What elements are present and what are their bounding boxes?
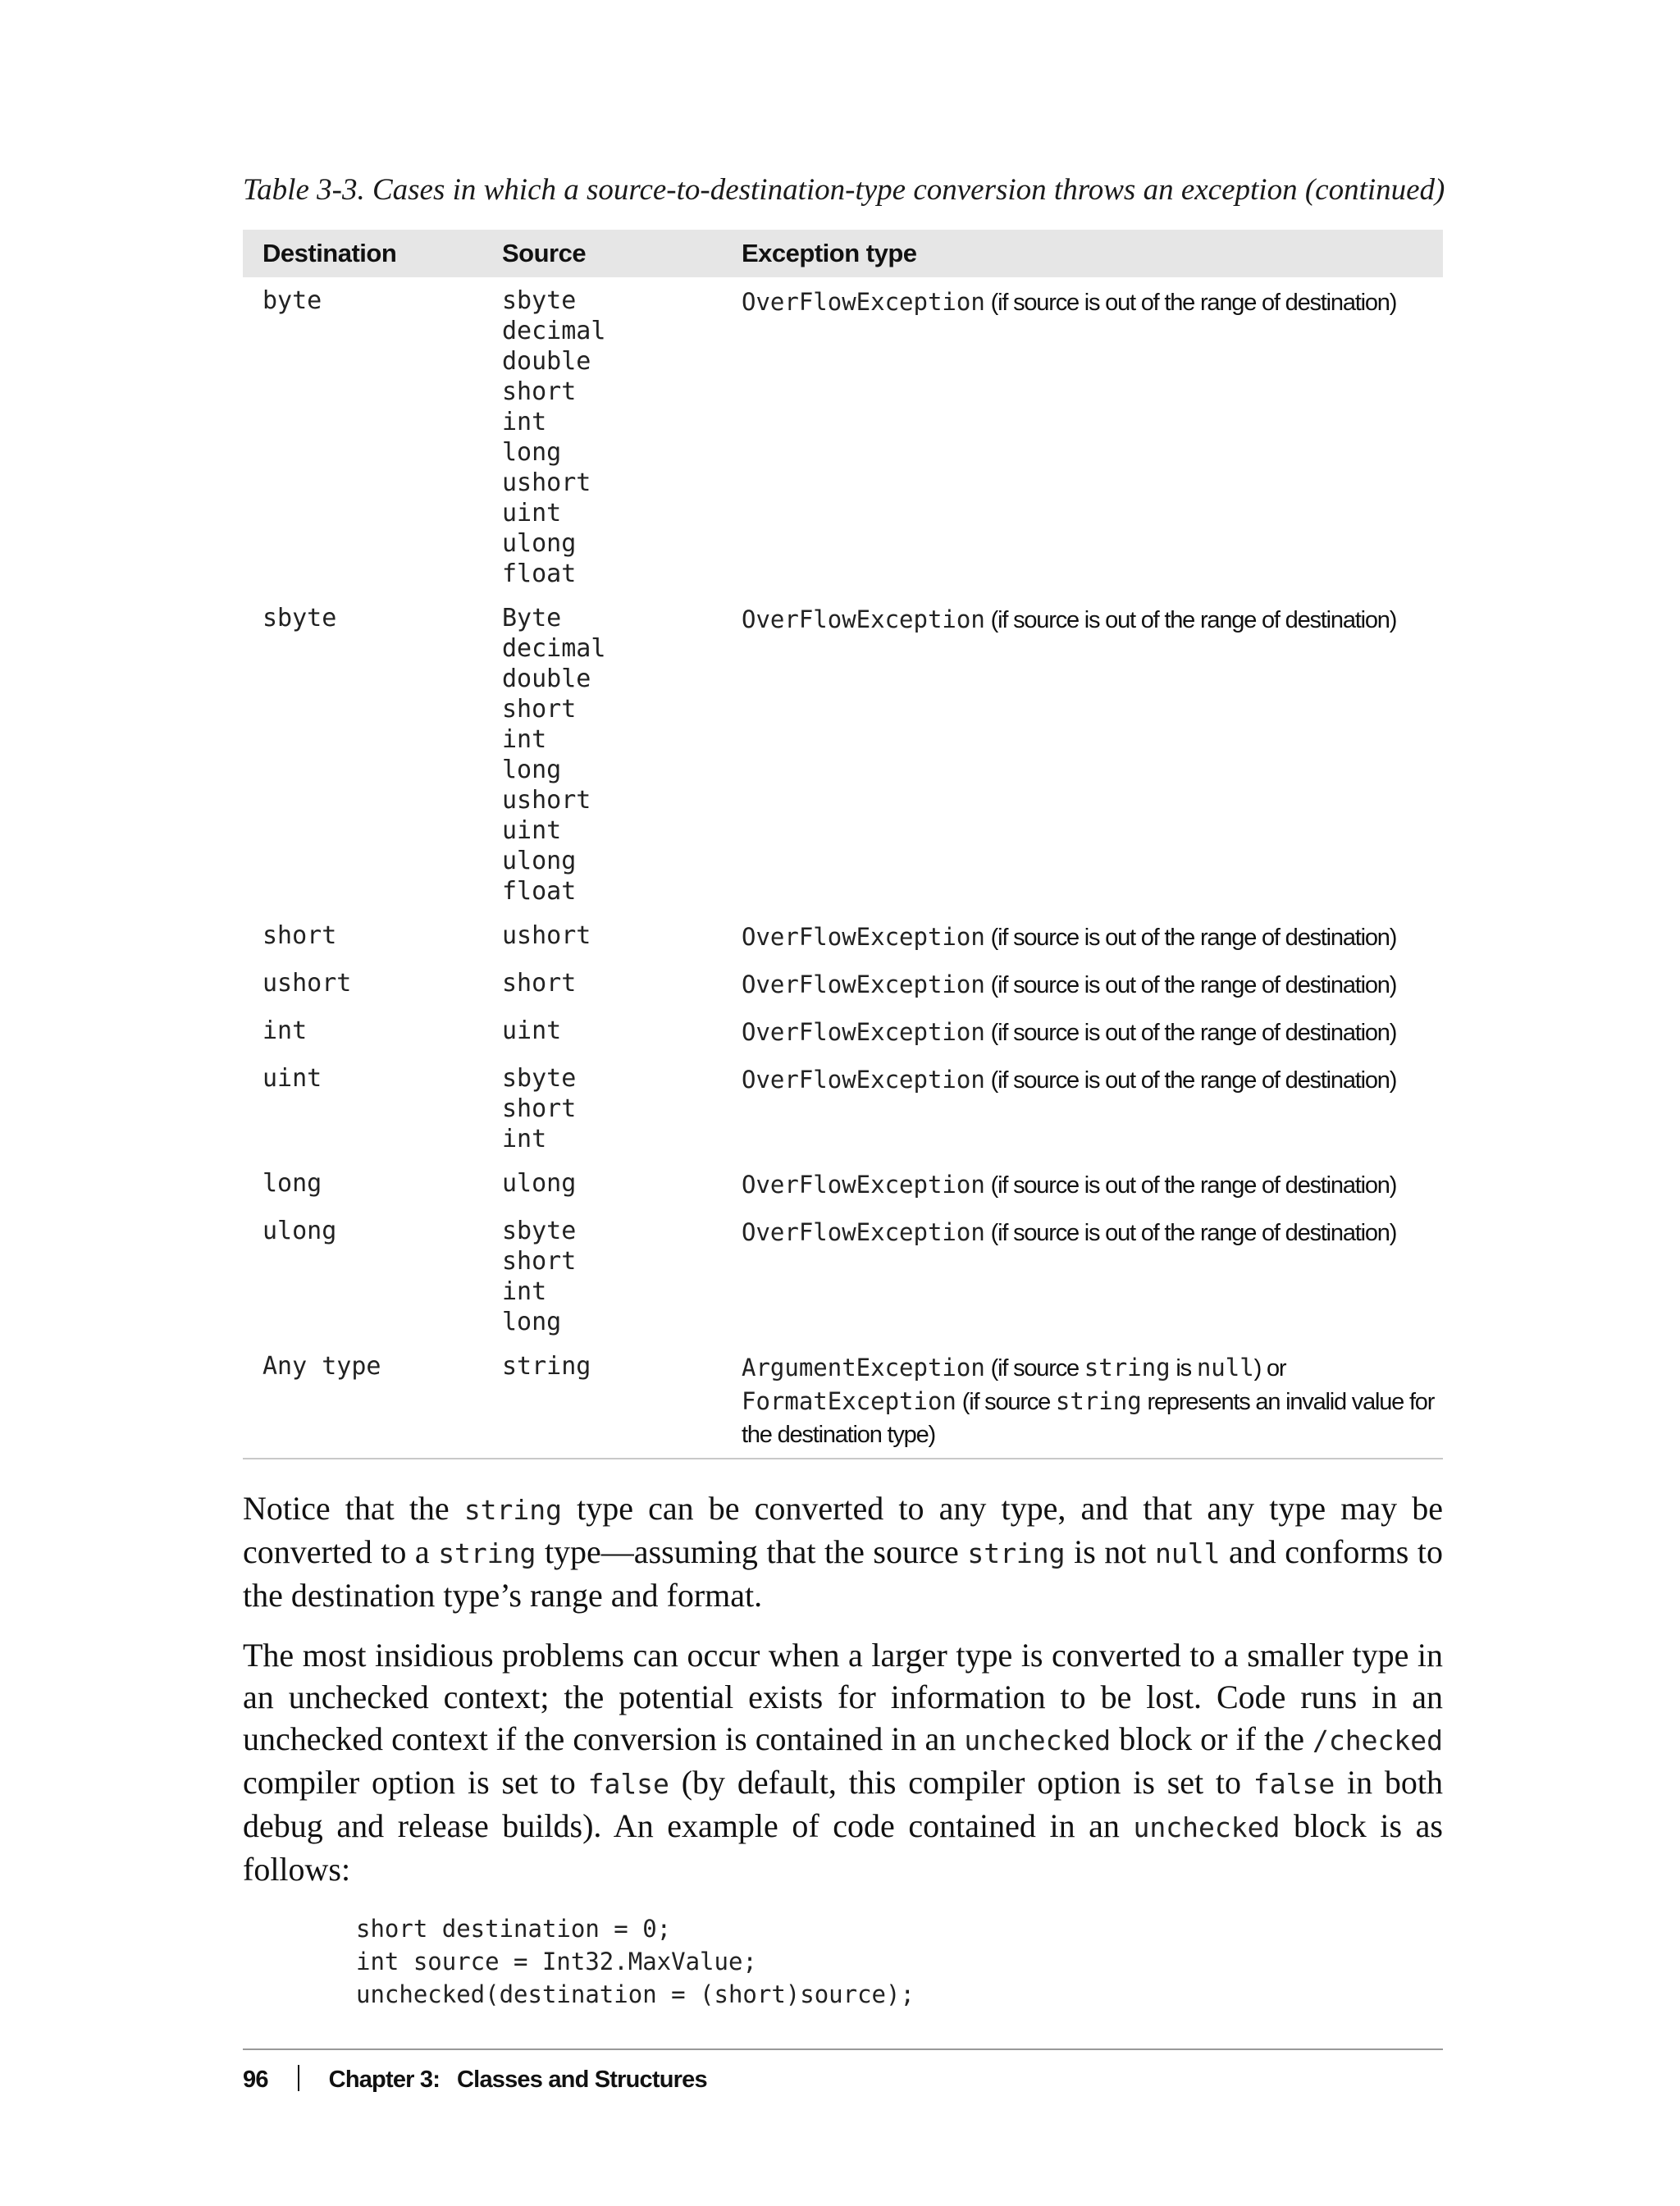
conversion-table [243, 230, 1443, 1459]
destination-cell: int [262, 1016, 308, 1045]
exception-cell [722, 277, 1443, 603]
source-type: uint [502, 499, 562, 528]
exception-note: (if source is out of the range of destination) [984, 607, 1397, 633]
exception-note: (if source is out of the range of destination) [984, 1172, 1397, 1199]
source-cell [482, 968, 722, 1016]
exception-name: OverFlowException [742, 971, 985, 998]
table-row [243, 1216, 1443, 1351]
source-type: short [502, 1094, 577, 1123]
exception-cell [722, 920, 1443, 968]
exception-name: FormatException [742, 1387, 956, 1415]
source-cell [482, 1016, 722, 1063]
source-type: float [502, 559, 577, 588]
exception-cell [722, 968, 1443, 1016]
destination-cell: byte [262, 286, 322, 315]
source-cell [482, 920, 722, 968]
source-type: int [502, 408, 547, 436]
table-row [243, 1063, 1443, 1168]
source-type: float [502, 877, 577, 906]
source-type: decimal [502, 317, 606, 345]
exception-note: (if source is out of the range of destination) [984, 290, 1397, 316]
exception-name: ArgumentException [742, 1354, 985, 1382]
page-content [243, 168, 1443, 2011]
source-type: uint [502, 1016, 562, 1045]
destination-cell: long [262, 1169, 322, 1198]
exception-cell [722, 1016, 1443, 1063]
source-type: int [502, 1277, 547, 1306]
table-row [243, 1168, 1443, 1216]
exception-name: OverFlowException [742, 288, 985, 316]
exception-note: (if source is out of the range of destination) [984, 972, 1397, 998]
exception-note: (if source is out of the range of destination) [984, 925, 1397, 951]
exception-name: OverFlowException [742, 605, 985, 633]
source-type: short [502, 969, 577, 998]
exception-cell [722, 1168, 1443, 1216]
destination-cell: Any type [262, 1352, 381, 1381]
source-cell: string [502, 1352, 591, 1381]
header-source: Source [482, 230, 722, 277]
destination-cell: uint [262, 1064, 322, 1093]
source-type: ulong [502, 847, 577, 875]
table-row [243, 920, 1443, 968]
source-type: int [502, 1125, 547, 1153]
table-row [243, 603, 1443, 920]
source-type: sbyte [502, 1064, 577, 1093]
table-caption: Table 3-3. Cases in which a source-to-destination-type conversion throws an exception (continued) [243, 173, 1445, 207]
source-type: short [502, 695, 577, 724]
table-row [243, 1351, 1443, 1459]
exception-note: (if source is out of the range of destination) [984, 1067, 1397, 1094]
destination-cell: ushort [262, 969, 352, 998]
table-row [243, 277, 1443, 603]
source-type: ushort [502, 468, 591, 497]
footer-separator [298, 2065, 299, 2091]
destination-cell: sbyte [262, 604, 337, 633]
exception-note: (if source is out of the range of destination) [984, 1220, 1397, 1246]
source-type: long [502, 438, 562, 467]
exception-note: (if source is out of the range of destination) [984, 1020, 1397, 1046]
source-type: decimal [502, 634, 606, 663]
source-type: double [502, 665, 591, 693]
source-cell [482, 1063, 722, 1168]
exception-cell [722, 1216, 1443, 1351]
page-number: 96 [243, 2067, 268, 2093]
exception-name: OverFlowException [742, 1066, 985, 1094]
table-header-row [243, 230, 1443, 277]
source-type: short [502, 377, 577, 406]
source-type: ushort [502, 786, 591, 815]
exception-name: OverFlowException [742, 923, 985, 951]
source-type: int [502, 725, 547, 754]
source-type: Byte [502, 604, 562, 633]
table-row [243, 1016, 1443, 1063]
source-type: sbyte [502, 286, 577, 315]
chapter-title: Chapter 3: Classes and Structures [328, 2067, 707, 2093]
destination-cell: short [262, 921, 337, 950]
source-type: long [502, 1308, 562, 1336]
exception-name: OverFlowException [742, 1218, 985, 1246]
exception-cell [722, 1063, 1443, 1168]
source-cell [482, 277, 722, 603]
destination-cell: ulong [262, 1217, 337, 1245]
header-destination: Destination [243, 230, 482, 277]
source-type: ushort [502, 921, 591, 950]
page-footer [243, 2048, 1443, 2099]
source-type: double [502, 347, 591, 376]
source-cell [482, 1216, 722, 1351]
exception-name: OverFlowException [742, 1018, 985, 1046]
exception-cell: ArgumentException (if source string is null) or FormatException (if source string represents an invalid value for the destination type) [742, 1354, 1435, 1448]
paragraph: Notice that the string type can be converted to any type, and that any type may be converted to a string type—assuming that the source string is not null and conforms to the destination type’s range and format. [243, 1490, 1444, 1614]
table-row [243, 968, 1443, 1016]
source-type: ulong [502, 529, 577, 558]
source-type: ulong [502, 1169, 577, 1198]
exception-name: OverFlowException [742, 1171, 985, 1199]
source-type: sbyte [502, 1217, 577, 1245]
header-exception-type: Exception type [722, 230, 1443, 277]
exception-cell [722, 603, 1443, 920]
source-type: long [502, 756, 562, 784]
paragraph: The most insidious problems can occur when a larger type is converted to a smaller type in an unchecked context; the potential exists for information to be lost. Code runs in an unchecked context if the conversion is contained in an unchecked block or if the /checked compiler option is set to false (by default, this compiler option is set to false in both debug and release builds). An example of code contained in an unchecked block is as follows: [243, 1637, 1443, 1888]
code-block: short destination = 0; int source = Int32.MaxValue; unchecked(destination = (short)source); [356, 1915, 915, 2008]
source-cell [482, 603, 722, 920]
table-body [243, 277, 1443, 1459]
source-type: uint [502, 816, 562, 845]
source-cell [482, 1168, 722, 1216]
source-type: short [502, 1247, 577, 1276]
